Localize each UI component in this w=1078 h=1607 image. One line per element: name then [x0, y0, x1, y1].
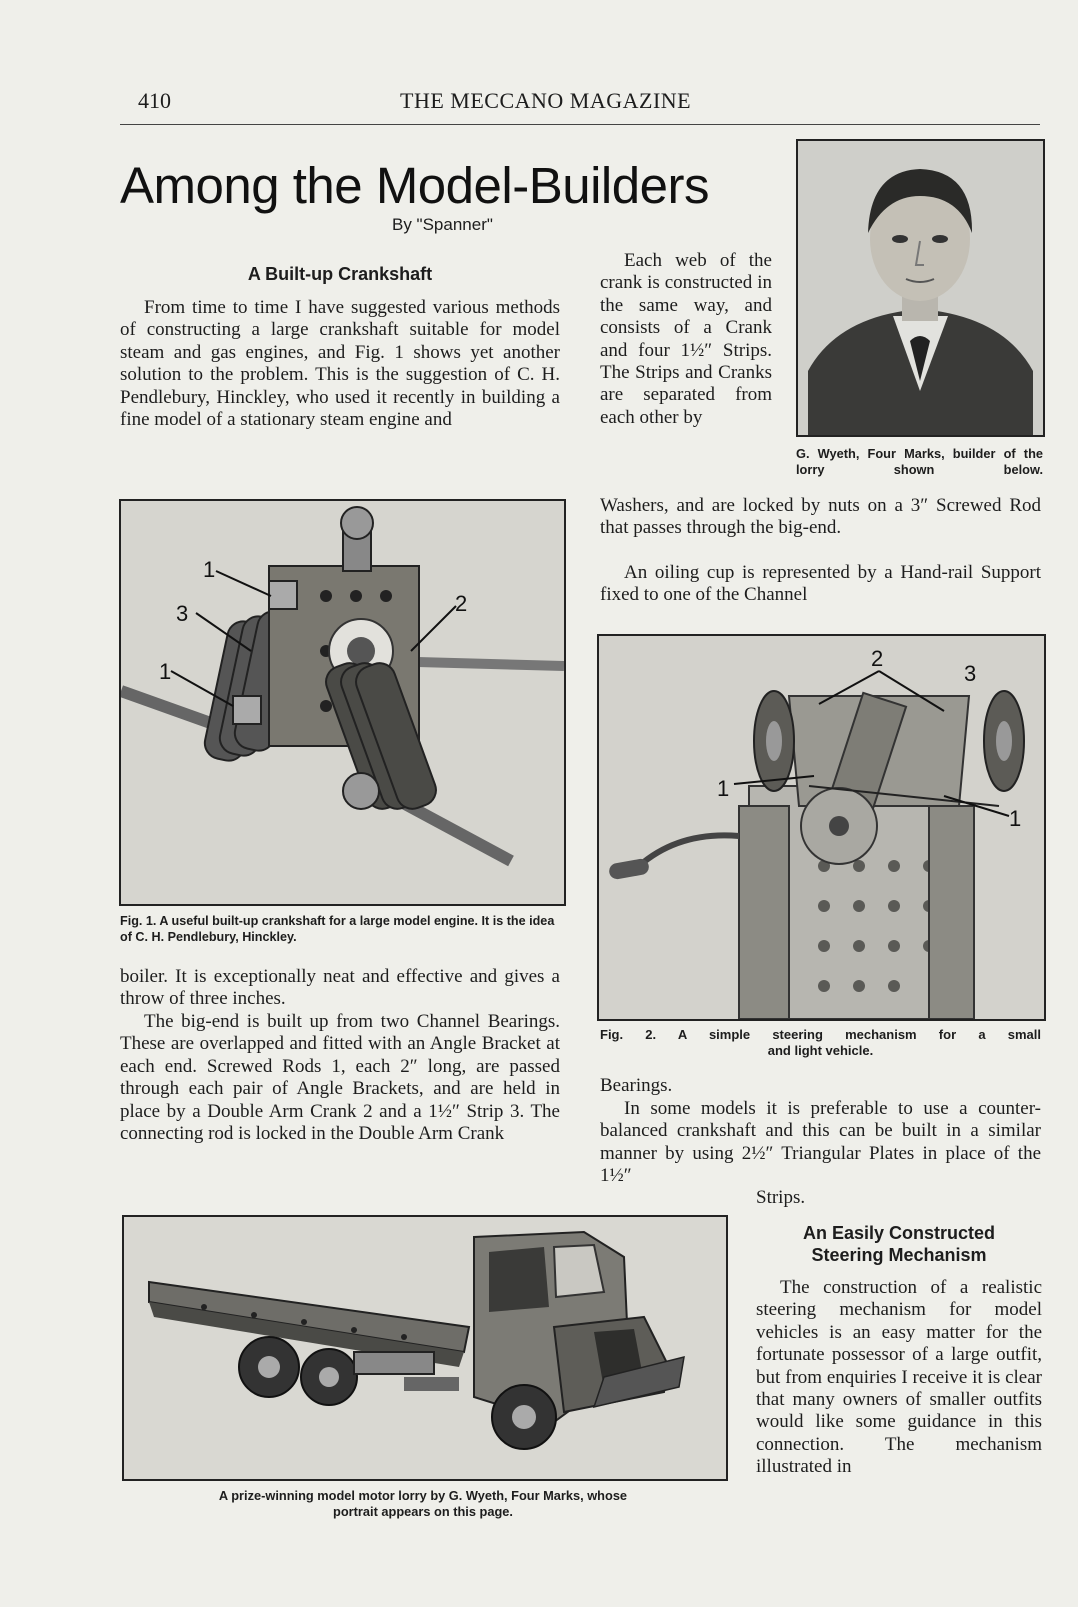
portrait-photo — [796, 139, 1045, 437]
paragraph-steering: The construction of a realistic steering mechanism for model vehicles is an easy matter for the fortunate possessor of a large outfit, but from enquiries I receive it is clear that many owners of smaller outfits would like some guidance in this connection. The mechanism illustrated in — [756, 1277, 1042, 1478]
figure-2-steering — [597, 634, 1046, 1021]
paragraph-crank-web: Each web of the crank is constructed in the same way, and consists of a Crank and four 1½″ Strips. The Strips and Cranks are separated from each other by — [600, 250, 772, 428]
paragraph-bearings: Bearings. — [600, 1075, 673, 1096]
paragraph-strips: Strips. — [756, 1187, 806, 1208]
paragraph-counter-balanced: In some models it is preferable to use a counter-balanced crankshaft and this can be built in a similar manner by using 2½″ Triangular Plates in place of the 1½″ — [600, 1098, 1041, 1187]
paragraph-boiler: boiler. It is exceptionally neat and effective and gives a throw of three inches. — [120, 966, 560, 1010]
section-heading-crankshaft: A Built-up Crankshaft — [247, 264, 433, 284]
figure-2-caption-line1: Fig. 2. A simple steering mechanism for a small — [600, 1027, 1041, 1042]
figure-2-caption-line2: and light vehicle. — [767, 1043, 874, 1058]
fig1-label-1-top: 1 — [203, 557, 216, 582]
section-heading-steering-line1: An Easily Constructed — [802, 1223, 996, 1243]
article-title: Among the Model-Builders — [120, 157, 709, 214]
fig2-label-1-right: 1 — [1009, 806, 1022, 831]
lorry-caption-line2: portrait appears on this page. — [333, 1504, 513, 1519]
paragraph-intro: From time to time I have suggested various methods of constructing a large crankshaft suitable for model steam and gas engines, and Fig. 1 shows yet another solution to the problem. This is the suggestion of C. H. Pendlebury, Hinckley, who used it recently in building a fine model of a stationary steam engine and — [120, 297, 560, 431]
fig1-label-1-bottom: 1 — [159, 659, 172, 684]
portrait-caption: G. Wyeth, Four Marks, builder of the lorry shown below. — [796, 446, 1043, 477]
byline: By "Spanner" — [392, 215, 493, 234]
paragraph-oiling-cup: An oiling cup is represented by a Hand-rail Support fixed to one of the Channel — [600, 562, 1041, 606]
figure-1-caption: Fig. 1. A useful built-up crankshaft for a large model engine. It is the idea of C. H. Pendlebury, Hinckley. — [120, 914, 555, 944]
fig2-label-1-left: 1 — [717, 776, 730, 801]
running-title: THE MECCANO MAGAZINE — [400, 88, 692, 113]
fig1-label-2: 2 — [455, 591, 468, 616]
lorry-caption-line1: A prize-winning model motor lorry by G. Wyeth, Four Marks, whose — [218, 1488, 628, 1503]
paragraph-big-end: The big-end is built up from two Channel Bearings. These are overlapped and fitted with an Angle Bracket at each end. Screwed Rods 1, each 2″ long, are passed through each pair of Angle Brackets, and are held in place by a Double Arm Crank 2 and a 1½″ Strip 3. The connecting rod is locked in the Double Arm Crank — [120, 1011, 560, 1145]
fig2-label-3: 3 — [964, 661, 977, 686]
fig1-label-3: 3 — [176, 601, 189, 626]
lorry-photo — [122, 1215, 728, 1481]
fig2-label-2: 2 — [871, 646, 884, 671]
page-number: 410 — [138, 88, 171, 113]
figure-1-crankshaft — [119, 499, 566, 906]
section-heading-steering-line2: Steering Mechanism — [811, 1245, 987, 1265]
header-rule — [120, 124, 1040, 125]
paragraph-crank-web-continued: Washers, and are locked by nuts on a 3″ Screwed Rod that passes through the big-end. — [600, 495, 1041, 539]
